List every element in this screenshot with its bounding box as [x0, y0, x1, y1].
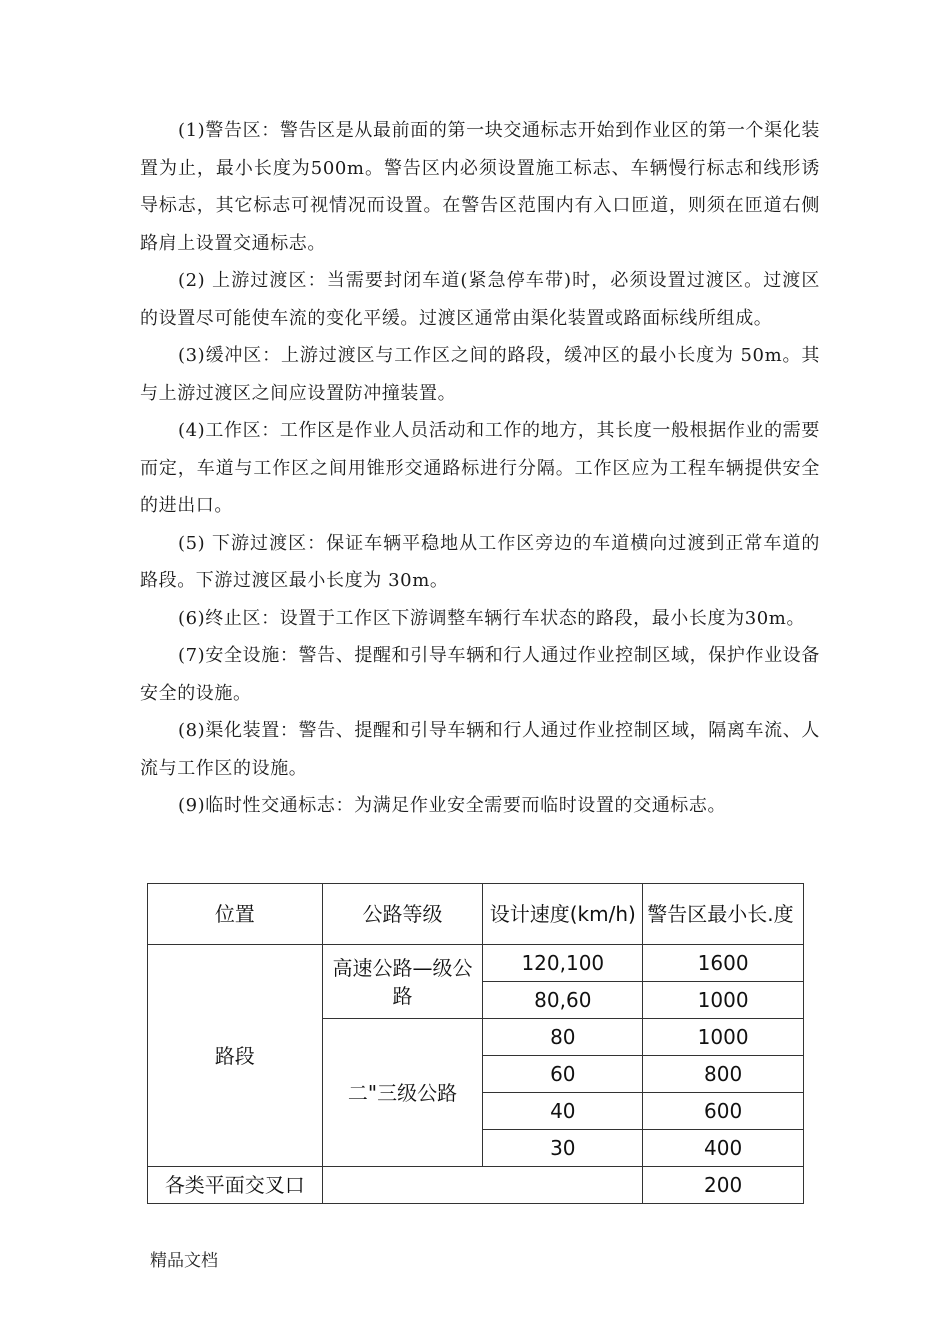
table-row	[148, 1167, 804, 1204]
paragraph-work-zone	[140, 412, 820, 525]
cell-speed: 80,60	[483, 982, 643, 1019]
paragraph-warning-zone	[140, 112, 820, 262]
paragraph-buffer-zone	[140, 337, 820, 412]
cell-length: 1000	[643, 1019, 804, 1056]
cell-grade-high: 高速公路—级公路	[322, 945, 483, 1019]
paragraph-channelizing-devices	[140, 712, 820, 787]
cell-speed: 80	[483, 1019, 643, 1056]
header-min-length: 警告区最小长.度	[643, 884, 804, 945]
paragraph-termination-zone	[140, 600, 820, 638]
warning-zone-length-table	[147, 883, 804, 1204]
cell-length: 800	[643, 1056, 804, 1093]
paragraph-text: (2) 上游过渡区：当需要封闭车道(紧急停车带)时，必须设置过渡区。过渡区的设置尽可能使车流的变化平缓。过渡区通常由渠化装置或路面标线所组成。	[140, 270, 820, 329]
cell-speed: 60	[483, 1056, 643, 1093]
paragraph-text: (8)渠化装置：警告、提醒和引导车辆和行人通过作业控制区域，隔离车流、人流与工作区的设施。	[140, 720, 820, 779]
cell-speed: 40	[483, 1093, 643, 1130]
paragraph-text: (9)临时性交通标志：为满足作业安全需要而临时设置的交通标志。	[178, 795, 727, 816]
cell-location-intersection: 各类平面交叉口	[148, 1167, 323, 1204]
paragraph-text: (4)工作区：工作区是作业人员活动和工作的地方，其长度一般根据作业的需要而定，车道与工作区之间用锥形交通路标进行分隔。工作区应为工程车辆提供安全的进出口。	[140, 420, 820, 516]
cell-length: 1600	[643, 945, 804, 982]
header-design-speed: 设计速度(km/h)	[483, 884, 643, 945]
header-location: 位置	[148, 884, 323, 945]
cell-length: 200	[643, 1167, 804, 1204]
cell-location-segment: 路段	[148, 945, 323, 1167]
footer-watermark-text: 精品文档	[150, 1251, 218, 1271]
table-row	[148, 945, 804, 982]
document-body	[140, 112, 820, 825]
paragraph-text: (6)终止区：设置于工作区下游调整车辆行车状态的路段，最小长度为30m。	[178, 607, 806, 629]
paragraph-downstream-transition	[140, 525, 820, 600]
cell-empty	[322, 1167, 643, 1204]
cell-length: 400	[643, 1130, 804, 1167]
paragraph-upstream-transition	[140, 262, 820, 337]
cell-length: 600	[643, 1093, 804, 1130]
paragraph-text: (1)警告区：警告区是从最前面的第一块交通标志开始到作业区的第一个渠化装置为止，最小长度为500m。警告区内必须设置施工标志、车辆慢行标志和线形诱导标志，其它标志可视情况而设置。在警告区范围内有入口匝道，则须在匝道右侧路肩上设置交通标志。	[140, 120, 820, 254]
paragraph-text: (5) 下游过渡区：保证车辆平稳地从工作区旁边的车道横向过渡到正常车道的路段。下游过渡区最小长度为 30m。	[140, 532, 820, 591]
cell-speed: 120,100	[483, 945, 643, 982]
paragraph-temporary-signs	[140, 787, 820, 825]
cell-speed: 30	[483, 1130, 643, 1167]
paragraph-text: (3)缓冲区：上游过渡区与工作区之间的路段，缓冲区的最小长度为 50m。其与上游过渡区之间应设置防冲撞装置。	[140, 345, 820, 404]
header-road-grade: 公路等级	[322, 884, 483, 945]
paragraph-text: (7)安全设施：警告、提醒和引导车辆和行人通过作业控制区域，保护作业设备安全的设施。	[140, 645, 820, 704]
cell-length: 1000	[643, 982, 804, 1019]
table-header-row	[148, 884, 804, 945]
cell-grade-low: 二"三级公路	[322, 1019, 483, 1167]
paragraph-safety-facilities	[140, 637, 820, 712]
